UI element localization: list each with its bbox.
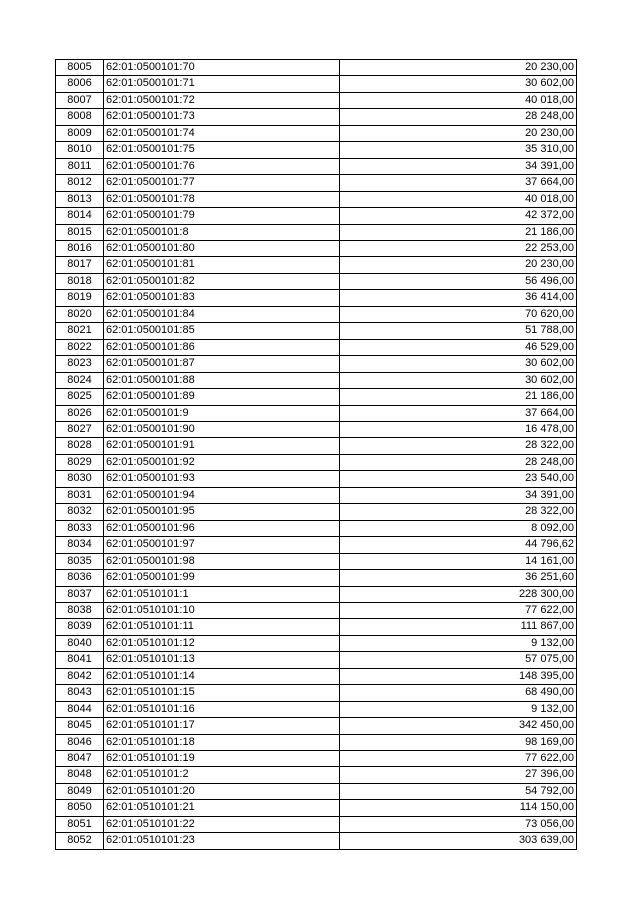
table-row — [56, 290, 577, 306]
cadastral-value-cell: 36 251,60 — [340, 570, 577, 586]
cadastral-value-table — [55, 59, 577, 850]
cadastral-value-cell: 21 186,00 — [340, 389, 577, 405]
row-number-cell: 8050 — [56, 800, 104, 816]
cadastral-number-cell: 62:01:0510101:16 — [104, 701, 340, 717]
table-row — [56, 701, 577, 717]
row-number-cell: 8021 — [56, 323, 104, 339]
cadastral-value-cell: 20 230,00 — [340, 257, 577, 273]
cadastral-number-cell: 62:01:0510101:22 — [104, 816, 340, 832]
cadastral-number-cell: 62:01:0510101:20 — [104, 783, 340, 799]
table-row — [56, 537, 577, 553]
cadastral-number-cell: 62:01:0500101:86 — [104, 339, 340, 355]
row-number-cell: 8028 — [56, 438, 104, 454]
cadastral-number-cell: 62:01:0500101:80 — [104, 240, 340, 256]
cadastral-number-cell: 62:01:0500101:76 — [104, 158, 340, 174]
row-number-cell: 8016 — [56, 240, 104, 256]
cadastral-number-cell: 62:01:0500101:70 — [104, 60, 340, 76]
row-number-cell: 8011 — [56, 158, 104, 174]
cadastral-number-cell: 62:01:0500101:74 — [104, 125, 340, 141]
cadastral-number-cell: 62:01:0510101:2 — [104, 767, 340, 783]
row-number-cell: 8046 — [56, 734, 104, 750]
table-row — [56, 800, 577, 816]
row-number-cell: 8034 — [56, 537, 104, 553]
cadastral-number-cell: 62:01:0510101:23 — [104, 833, 340, 849]
cadastral-number-cell: 62:01:0500101:72 — [104, 92, 340, 108]
row-number-cell: 8008 — [56, 109, 104, 125]
cadastral-number-cell: 62:01:0510101:19 — [104, 751, 340, 767]
table-row — [56, 520, 577, 536]
cadastral-number-cell: 62:01:0510101:11 — [104, 619, 340, 635]
cadastral-value-cell: 28 322,00 — [340, 504, 577, 520]
table-row — [56, 635, 577, 651]
row-number-cell: 8023 — [56, 356, 104, 372]
table-row — [56, 602, 577, 618]
cadastral-value-cell: 34 391,00 — [340, 487, 577, 503]
table-row — [56, 504, 577, 520]
row-number-cell: 8031 — [56, 487, 104, 503]
cadastral-value-cell: 35 310,00 — [340, 142, 577, 158]
cadastral-number-cell: 62:01:0510101:1 — [104, 586, 340, 602]
cadastral-value-cell: 28 322,00 — [340, 438, 577, 454]
cadastral-number-cell: 62:01:0500101:71 — [104, 76, 340, 92]
cadastral-number-cell: 62:01:0500101:79 — [104, 208, 340, 224]
table-row — [56, 389, 577, 405]
cadastral-value-cell: 228 300,00 — [340, 586, 577, 602]
table-row — [56, 191, 577, 207]
cadastral-number-cell: 62:01:0510101:17 — [104, 718, 340, 734]
cadastral-value-cell: 28 248,00 — [340, 109, 577, 125]
table-row — [56, 718, 577, 734]
cadastral-value-cell: 148 395,00 — [340, 668, 577, 684]
row-number-cell: 8038 — [56, 602, 104, 618]
table-row — [56, 438, 577, 454]
table-row — [56, 405, 577, 421]
row-number-cell: 8042 — [56, 668, 104, 684]
cadastral-value-cell: 342 450,00 — [340, 718, 577, 734]
table-row — [56, 208, 577, 224]
table-row — [56, 240, 577, 256]
table-row — [56, 751, 577, 767]
row-number-cell: 8045 — [56, 718, 104, 734]
table-row — [56, 553, 577, 569]
row-number-cell: 8049 — [56, 783, 104, 799]
row-number-cell: 8052 — [56, 833, 104, 849]
cadastral-value-cell: 73 056,00 — [340, 816, 577, 832]
row-number-cell: 8013 — [56, 191, 104, 207]
cadastral-number-cell: 62:01:0500101:91 — [104, 438, 340, 454]
row-number-cell: 8041 — [56, 652, 104, 668]
table-body — [56, 60, 577, 850]
table-row — [56, 158, 577, 174]
cadastral-value-cell: 56 496,00 — [340, 273, 577, 289]
cadastral-number-cell: 62:01:0510101:18 — [104, 734, 340, 750]
cadastral-value-cell: 114 150,00 — [340, 800, 577, 816]
table-row — [56, 652, 577, 668]
cadastral-number-cell: 62:01:0500101:85 — [104, 323, 340, 339]
table-row — [56, 224, 577, 240]
row-number-cell: 8019 — [56, 290, 104, 306]
row-number-cell: 8015 — [56, 224, 104, 240]
row-number-cell: 8037 — [56, 586, 104, 602]
row-number-cell: 8006 — [56, 76, 104, 92]
cadastral-value-cell: 37 664,00 — [340, 175, 577, 191]
cadastral-number-cell: 62:01:0500101:8 — [104, 224, 340, 240]
cadastral-number-cell: 62:01:0500101:9 — [104, 405, 340, 421]
cadastral-number-cell: 62:01:0510101:21 — [104, 800, 340, 816]
cadastral-value-cell: 27 396,00 — [340, 767, 577, 783]
row-number-cell: 8030 — [56, 471, 104, 487]
cadastral-number-cell: 62:01:0500101:75 — [104, 142, 340, 158]
cadastral-number-cell: 62:01:0510101:10 — [104, 602, 340, 618]
row-number-cell: 8014 — [56, 208, 104, 224]
cadastral-value-cell: 40 018,00 — [340, 191, 577, 207]
cadastral-value-cell: 70 620,00 — [340, 306, 577, 322]
table-row — [56, 570, 577, 586]
table-row — [56, 668, 577, 684]
cadastral-number-cell: 62:01:0500101:81 — [104, 257, 340, 273]
table-row — [56, 273, 577, 289]
row-number-cell: 8035 — [56, 553, 104, 569]
cadastral-value-cell: 8 092,00 — [340, 520, 577, 536]
table-row — [56, 257, 577, 273]
row-number-cell: 8009 — [56, 125, 104, 141]
cadastral-number-cell: 62:01:0500101:77 — [104, 175, 340, 191]
row-number-cell: 8017 — [56, 257, 104, 273]
table-row — [56, 142, 577, 158]
row-number-cell: 8022 — [56, 339, 104, 355]
cadastral-value-cell: 68 490,00 — [340, 685, 577, 701]
table-row — [56, 76, 577, 92]
cadastral-value-cell: 22 253,00 — [340, 240, 577, 256]
row-number-cell: 8040 — [56, 635, 104, 651]
cadastral-number-cell: 62:01:0500101:93 — [104, 471, 340, 487]
cadastral-number-cell: 62:01:0500101:96 — [104, 520, 340, 536]
cadastral-number-cell: 62:01:0500101:89 — [104, 389, 340, 405]
cadastral-number-cell: 62:01:0500101:98 — [104, 553, 340, 569]
cadastral-value-cell: 111 867,00 — [340, 619, 577, 635]
cadastral-number-cell: 62:01:0500101:87 — [104, 356, 340, 372]
cadastral-value-cell: 37 664,00 — [340, 405, 577, 421]
cadastral-value-cell: 9 132,00 — [340, 701, 577, 717]
cadastral-value-cell: 21 186,00 — [340, 224, 577, 240]
row-number-cell: 8018 — [56, 273, 104, 289]
row-number-cell: 8010 — [56, 142, 104, 158]
row-number-cell: 8027 — [56, 421, 104, 437]
table-row — [56, 767, 577, 783]
table-row — [56, 339, 577, 355]
cadastral-number-cell: 62:01:0500101:88 — [104, 372, 340, 388]
cadastral-number-cell: 62:01:0500101:82 — [104, 273, 340, 289]
cadastral-value-cell: 14 161,00 — [340, 553, 577, 569]
table-row — [56, 619, 577, 635]
table-row — [56, 833, 577, 849]
row-number-cell: 8036 — [56, 570, 104, 586]
cadastral-number-cell: 62:01:0500101:92 — [104, 454, 340, 470]
cadastral-value-cell: 51 788,00 — [340, 323, 577, 339]
cadastral-number-cell: 62:01:0500101:83 — [104, 290, 340, 306]
row-number-cell: 8012 — [56, 175, 104, 191]
row-number-cell: 8051 — [56, 816, 104, 832]
row-number-cell: 8043 — [56, 685, 104, 701]
row-number-cell: 8005 — [56, 60, 104, 76]
cadastral-number-cell: 62:01:0510101:13 — [104, 652, 340, 668]
row-number-cell: 8020 — [56, 306, 104, 322]
table-row — [56, 109, 577, 125]
cadastral-number-cell: 62:01:0500101:73 — [104, 109, 340, 125]
row-number-cell: 8048 — [56, 767, 104, 783]
table-row — [56, 60, 577, 76]
cadastral-value-cell: 16 478,00 — [340, 421, 577, 437]
cadastral-value-cell: 57 075,00 — [340, 652, 577, 668]
row-number-cell: 8024 — [56, 372, 104, 388]
cadastral-value-cell: 9 132,00 — [340, 635, 577, 651]
cadastral-value-cell: 34 391,00 — [340, 158, 577, 174]
table-row — [56, 816, 577, 832]
cadastral-number-cell: 62:01:0510101:12 — [104, 635, 340, 651]
row-number-cell: 8025 — [56, 389, 104, 405]
cadastral-value-cell: 28 248,00 — [340, 454, 577, 470]
cadastral-value-cell: 23 540,00 — [340, 471, 577, 487]
cadastral-number-cell: 62:01:0510101:15 — [104, 685, 340, 701]
table-row — [56, 487, 577, 503]
cadastral-value-cell: 46 529,00 — [340, 339, 577, 355]
cadastral-value-cell: 30 602,00 — [340, 356, 577, 372]
cadastral-number-cell: 62:01:0500101:97 — [104, 537, 340, 553]
table-row — [56, 175, 577, 191]
cadastral-number-cell: 62:01:0500101:95 — [104, 504, 340, 520]
cadastral-number-cell: 62:01:0510101:14 — [104, 668, 340, 684]
table-row — [56, 125, 577, 141]
cadastral-value-cell: 77 622,00 — [340, 751, 577, 767]
table-row — [56, 323, 577, 339]
table-row — [56, 306, 577, 322]
table-row — [56, 471, 577, 487]
row-number-cell: 8026 — [56, 405, 104, 421]
row-number-cell: 8047 — [56, 751, 104, 767]
row-number-cell: 8033 — [56, 520, 104, 536]
cadastral-number-cell: 62:01:0500101:99 — [104, 570, 340, 586]
table-row — [56, 356, 577, 372]
row-number-cell: 8044 — [56, 701, 104, 717]
cadastral-value-cell: 77 622,00 — [340, 602, 577, 618]
row-number-cell: 8032 — [56, 504, 104, 520]
cadastral-value-cell: 303 639,00 — [340, 833, 577, 849]
cadastral-value-cell: 36 414,00 — [340, 290, 577, 306]
table-row — [56, 92, 577, 108]
table-row — [56, 734, 577, 750]
table-row — [56, 421, 577, 437]
cadastral-value-cell: 98 169,00 — [340, 734, 577, 750]
cadastral-value-cell: 20 230,00 — [340, 125, 577, 141]
cadastral-number-cell: 62:01:0500101:90 — [104, 421, 340, 437]
row-number-cell: 8007 — [56, 92, 104, 108]
cadastral-value-cell: 40 018,00 — [340, 92, 577, 108]
cadastral-value-cell: 30 602,00 — [340, 76, 577, 92]
table-row — [56, 783, 577, 799]
cadastral-value-cell: 20 230,00 — [340, 60, 577, 76]
cadastral-value-cell: 44 796,62 — [340, 537, 577, 553]
row-number-cell: 8029 — [56, 454, 104, 470]
cadastral-value-cell: 42 372,00 — [340, 208, 577, 224]
table-row — [56, 372, 577, 388]
table-row — [56, 586, 577, 602]
table-row — [56, 685, 577, 701]
cadastral-number-cell: 62:01:0500101:84 — [104, 306, 340, 322]
row-number-cell: 8039 — [56, 619, 104, 635]
cadastral-number-cell: 62:01:0500101:94 — [104, 487, 340, 503]
cadastral-value-cell: 54 792,00 — [340, 783, 577, 799]
table-row — [56, 454, 577, 470]
cadastral-value-cell: 30 602,00 — [340, 372, 577, 388]
cadastral-number-cell: 62:01:0500101:78 — [104, 191, 340, 207]
